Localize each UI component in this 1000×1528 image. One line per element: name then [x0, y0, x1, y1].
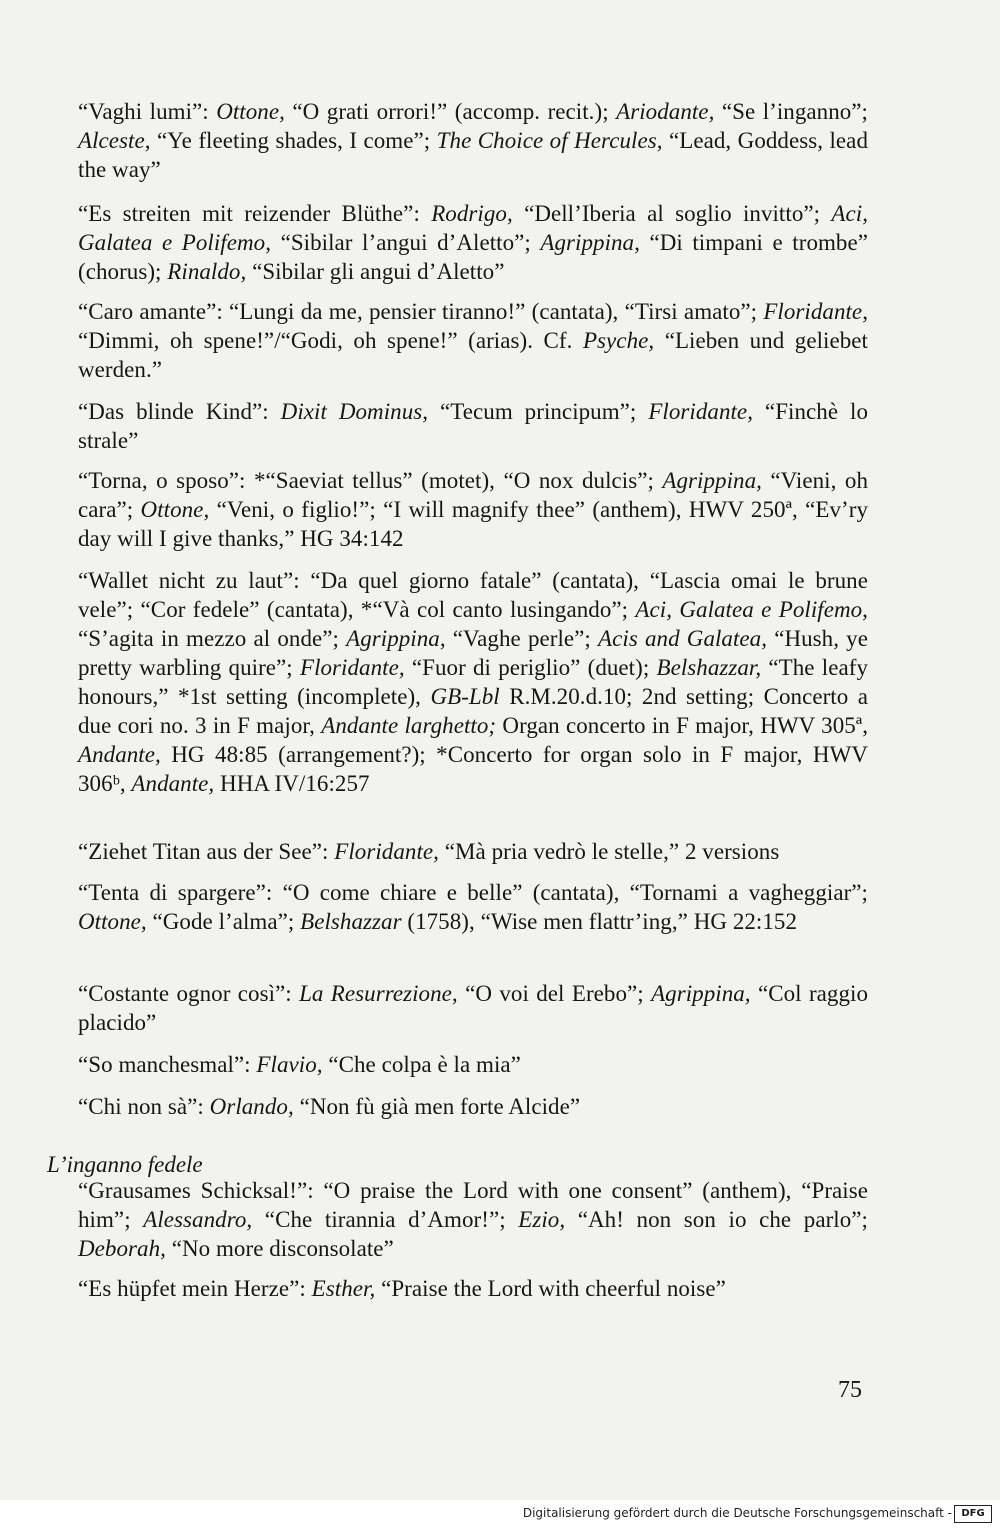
entry-es-streiten: [78, 199, 868, 286]
text-run: “Col raggio placido”: [78, 981, 869, 1035]
entry-grausames-schicksal: [78, 1176, 868, 1263]
text-run: HG 48:85 (arrangement?); *Concerto for organ solo in F major, HWV 306ᵇ,: [78, 742, 868, 796]
text-run: “Caro amante”: “Lungi da me, pensier tiranno!” (cantata), “Tirsi amato”;: [78, 299, 764, 324]
text-run: “Dell’Iberia al soglio invitto”;: [512, 201, 832, 226]
italic-title-run: Belshazzar: [300, 909, 402, 934]
entry-torna-o-sposo: [78, 466, 868, 553]
entry-vaghi-lumi: [78, 97, 868, 184]
italic-title-run: Ottone,: [78, 909, 147, 934]
italic-title-run: Agrippina,: [346, 626, 446, 651]
text-run: HHA IV/16:257: [214, 771, 370, 796]
italic-title-run: La Resurrezione,: [299, 981, 458, 1006]
text-run: “Es hüpfet mein Herze”:: [78, 1276, 312, 1301]
entry-ziehet-titan: [78, 837, 868, 866]
italic-title-run: Aci, Galatea e Polifemo,: [635, 597, 868, 622]
entry-tenta-di-spargere: [78, 878, 868, 936]
text-run: “Gode l’alma”;: [146, 909, 301, 934]
text-run: “O grati orrori!” (accomp. recit.);: [284, 99, 617, 124]
text-run: “Ziehet Titan aus der See”:: [78, 839, 335, 864]
text-run: “Praise the Lord with cheerful noise”: [375, 1276, 726, 1301]
text-run: “Torna, o sposo”: *“Saeviat tellus” (motet), “O nox dulcis”;: [78, 468, 663, 493]
page-number: 75: [838, 1377, 862, 1403]
italic-title-run: Alceste,: [78, 128, 151, 153]
italic-title-run: Dixit Dominus,: [280, 399, 429, 424]
italic-title-run: Psyche,: [582, 328, 655, 353]
entry-costante-ognor: [78, 979, 868, 1037]
text-run: “No more disconsolate”: [165, 1236, 394, 1261]
dfg-logo-text: DFG: [961, 1508, 985, 1519]
text-run: “Che colpa è la mia”: [322, 1052, 521, 1077]
italic-title-run: Andante,: [78, 742, 161, 767]
italic-title-run: Agrippina,: [651, 981, 751, 1006]
italic-title-run: Rinaldo,: [167, 259, 247, 284]
entry-caro-amante: [78, 297, 868, 384]
entry-es-huepfet: [78, 1274, 868, 1303]
text-run: “Lieben und geliebet werden.”: [78, 328, 868, 382]
italic-title-run: Aci, Galatea e Polifemo,: [78, 201, 868, 255]
italic-title-run: Agrippina,: [540, 230, 640, 255]
italic-title-run: Ottone,: [140, 497, 210, 522]
text-run: “Sibilar gli angui d’Aletto”: [246, 259, 505, 284]
text-run: “Vaghi lumi”:: [78, 99, 217, 124]
entry-chi-non-sa: [78, 1092, 868, 1121]
italic-title-run: Deborah,: [78, 1236, 166, 1261]
text-run: R.M.20.d.10; 2nd setting; Concerto a due cori no. 3 in F major,: [78, 684, 868, 738]
entry-so-manchesmal: [78, 1050, 868, 1079]
text-run: “Das blinde Kind”:: [78, 399, 281, 424]
text-run: “Vieni, oh cara”;: [78, 468, 868, 522]
text-run: “O voi del Erebo”;: [457, 981, 652, 1006]
italic-title-run: Alessandro,: [143, 1207, 253, 1232]
dfg-logo-icon: [954, 1505, 992, 1523]
entry-wallet-nicht: [78, 566, 868, 798]
text-run: (1758), “Wise men flattr’ing,” HG 22:152: [401, 909, 798, 934]
text-run: “Hush, ye pretty warbling quire”;: [78, 626, 868, 680]
italic-title-run: Ariodante,: [616, 99, 715, 124]
italic-title-run: Andante,: [131, 771, 215, 796]
text-run: “Dimmi, oh spene!”/“Godi, oh spene!” (arias). Cf.: [78, 328, 583, 353]
section-heading: L’inganno fedele: [47, 1152, 203, 1177]
italic-title-run: Agrippina,: [662, 468, 762, 493]
text-run: “Vaghe perle”;: [445, 626, 599, 651]
italic-title-run: Floridante,: [299, 655, 405, 680]
text-run: “So manchesmal”:: [78, 1052, 257, 1077]
digitization-footer: [0, 1500, 1000, 1528]
text-run: “Tecum principum”;: [428, 399, 649, 424]
text-run: “Se l’inganno”;: [714, 99, 868, 124]
italic-title-run: GB-Lbl: [430, 684, 500, 709]
footer-credit: Digitalisierung gefördert durch die Deutsche Forschungsgemeinschaft -: [522, 1506, 952, 1520]
text-run: “Non fù già men forte Alcide”: [293, 1094, 581, 1119]
italic-title-run: Flavio,: [256, 1052, 323, 1077]
text-run: “Ah! non son io che parlo”;: [565, 1207, 868, 1232]
text-run: Organ concerto in F major, HWV 305ª,: [496, 713, 868, 738]
text-run: “Fuor di periglio” (duet);: [404, 655, 657, 680]
text-run: “Chi non sà”:: [78, 1094, 210, 1119]
italic-title-run: Rodrigo,: [431, 201, 513, 226]
text-run: “Finchè lo strale”: [78, 399, 869, 453]
text-run: “Ye fleeting shades, I come”;: [150, 128, 437, 153]
text-run: “Di timpani e trombe” (chorus);: [78, 230, 868, 284]
italic-title-run: Floridante,: [334, 839, 439, 864]
italic-title-run: Orlando,: [209, 1094, 294, 1119]
text-run: “Wallet nicht zu laut”: “Da quel giorno fatale” (cantata), “Lascia omai le brune vele”; “Cor fedele” (cantata), *“Và col canto lusingando”;: [78, 568, 868, 622]
italic-title-run: Floridante,: [648, 399, 753, 424]
italic-title-run: Esther,: [311, 1276, 376, 1301]
italic-title-run: Belshazzar,: [656, 655, 762, 680]
text-run: “Lead, Goddess, lead the way”: [78, 128, 868, 182]
italic-title-run: Andante larghetto;: [321, 713, 497, 738]
text-run: “Es streiten mit reizender Blüthe”:: [78, 201, 432, 226]
text-run: “Che tirannia d’Amor!”;: [252, 1207, 519, 1232]
italic-title-run: Ezio,: [518, 1207, 566, 1232]
italic-title-run: Acis and Galatea,: [598, 626, 768, 651]
text-run: “The leafy honours,” *1st setting (incomplete),: [78, 655, 868, 709]
italic-title-run: The Choice of Hercules,: [436, 128, 663, 153]
text-run: “S’agita in mezzo al onde”;: [78, 626, 347, 651]
text-run: “Veni, o figlio!”; “I will magnify thee” (anthem), HWV 250ª, “Ev’ry day will I give thanks,” HG 34:142: [78, 497, 868, 551]
text-run: “Mà pria vedrò le stelle,” 2 versions: [438, 839, 780, 864]
text-run: “Tenta di spargere”: “O come chiare e belle” (cantata), “Tornami a vagheggiar”;: [78, 880, 868, 905]
entry-das-blinde-kind: [78, 397, 868, 455]
italic-title-run: Ottone,: [216, 99, 285, 124]
text-run: “Costante ognor così”:: [78, 981, 300, 1006]
italic-title-run: Floridante,: [763, 299, 868, 324]
text-run: “Sibilar l’angui d’Aletto”;: [271, 230, 541, 255]
text-run: “Grausames Schicksal!”: “O praise the Lord with one consent” (anthem), “Praise him”;: [78, 1178, 868, 1232]
